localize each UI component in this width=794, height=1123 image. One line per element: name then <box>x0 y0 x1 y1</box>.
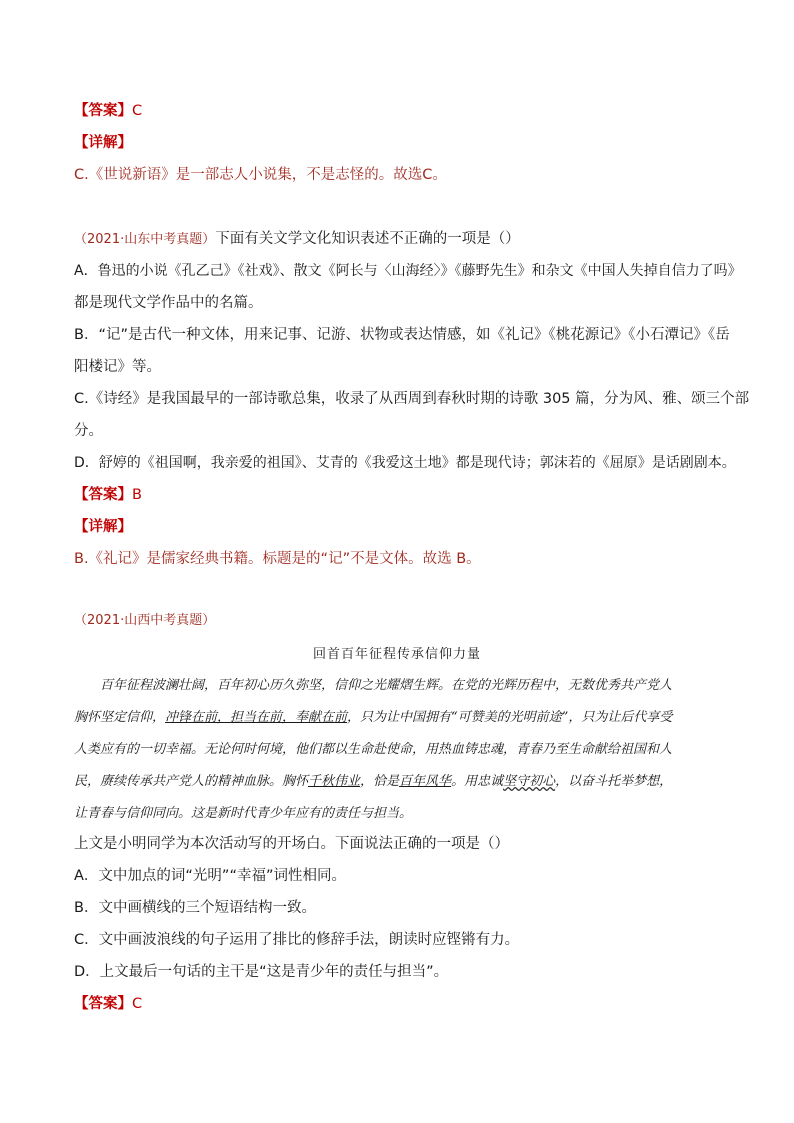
q3-passage-line2 <box>74 708 672 728</box>
answer-label: 【答案】 <box>74 103 132 119</box>
q3-stem: 上文是小明同学为本次活动写的开场白。下面说法正确的一项是（） <box>74 836 509 852</box>
underlined-phrase: 百年风华 <box>399 774 452 789</box>
q2-stem-line <box>74 229 520 250</box>
passage-text: ，以奋斗托举梦想， <box>555 774 673 789</box>
q3-passage-line5: 让青春与信仰同向。这是新时代青少年应有的责任与担当。 <box>74 806 413 821</box>
underlined-phrase: 千秋伟业 <box>308 774 361 789</box>
q2-option-b-line2: 阳楼记》等。 <box>74 359 161 375</box>
q3-passage-line4 <box>74 772 672 792</box>
passage-text: 民，赓续传承共产党人的精神血脉。胸怀 <box>74 774 309 789</box>
q3-passage-line3: 人类应有的一切幸福。无论何时何境，他们都以生命赴使命，用热血铸忠魂，青春乃至生命献给祖国和人 <box>74 742 673 757</box>
q2-answer <box>74 485 142 505</box>
q3-passage-title: 回首百年征程传承信仰力量 <box>312 647 481 662</box>
q3-option-b: B．文中画横线的三个短语结构一致。 <box>74 900 316 916</box>
passage-text: ，只为让中国拥有“可赞美的光明前途”，只为让后代享受 <box>347 710 673 725</box>
passage-text: 胸怀坚定信仰， <box>74 710 166 725</box>
answer-value: B <box>132 487 142 503</box>
q3-option-c: C．文中画波浪线的句子运用了排比的修辞手法，朗读时应铿锵有力。 <box>74 932 520 948</box>
underlined-phrases: 冲锋在前，担当在前，奉献在前 <box>165 710 348 725</box>
q3-answer <box>74 994 142 1014</box>
answer-value: C <box>132 103 143 119</box>
q2-stem: 下面有关文学文化知识表述不正确的一项是（） <box>215 231 520 247</box>
q1-answer <box>74 101 142 121</box>
q2-detail-label: 【详解】 <box>74 519 132 535</box>
wavy-phrase: 坚守初心 <box>503 774 556 789</box>
q3-option-a: A．文中加点的词“光明”“幸福”词性相同。 <box>74 868 346 884</box>
answer-value: C <box>132 996 143 1012</box>
q2-option-a-line2: 都是现代文学作品中的名篇。 <box>74 295 263 311</box>
answer-label: 【答案】 <box>74 487 132 503</box>
q2-option-a-line1: A．鲁迅的小说《孔乙己》《社戏》、散文《阿长与〈山海经〉》《藤野先生》和杂文《中国人失掉自信力了吗》 <box>74 263 742 279</box>
q3-passage-line1: 百年征程波澜壮阔，百年初心历久弥坚，信仰之光耀熠生辉。在党的光辉历程中，无数优秀共产党人 <box>100 678 673 693</box>
q1-detail-text: C.《世说新语》是一部志人小说集，不是志怪的。故选C。 <box>74 167 447 183</box>
answer-label: 【答案】 <box>74 996 132 1012</box>
q3-option-d: D．上文最后一句话的主干是“这是青少年的责任与担当”。 <box>74 964 449 980</box>
q2-option-b-line1: B．“记”是古代一种文体，用来记事、记游、状物或表达情感，如《礼记》《桃花源记》《小石潭记》《岳 <box>74 327 730 343</box>
q1-detail-label: 【详解】 <box>74 135 132 151</box>
q3-source: （2021·山西中考真题） <box>74 613 216 628</box>
q2-option-c-line1: C.《诗经》是我国最早的一部诗歌总集，收录了从西周到春秋时期的诗歌 305 篇，分为风、雅、颂三个部 <box>74 391 750 407</box>
q2-source: （2021·山东中考真题） <box>74 232 216 247</box>
passage-text: 。用忠诚 <box>451 774 504 789</box>
q2-detail-text: B.《礼记》是儒家经典书籍。标题是的“记”不是文体。故选 B。 <box>74 551 481 567</box>
q2-option-d: D．舒婷的《祖国啊，我亲爱的祖国》、艾青的《我爱这土地》都是现代诗；郭沫若的《屈原》是话剧剧本。 <box>74 455 736 471</box>
q2-option-c-line2: 分。 <box>74 423 103 439</box>
passage-text: ，恰是 <box>360 774 400 789</box>
